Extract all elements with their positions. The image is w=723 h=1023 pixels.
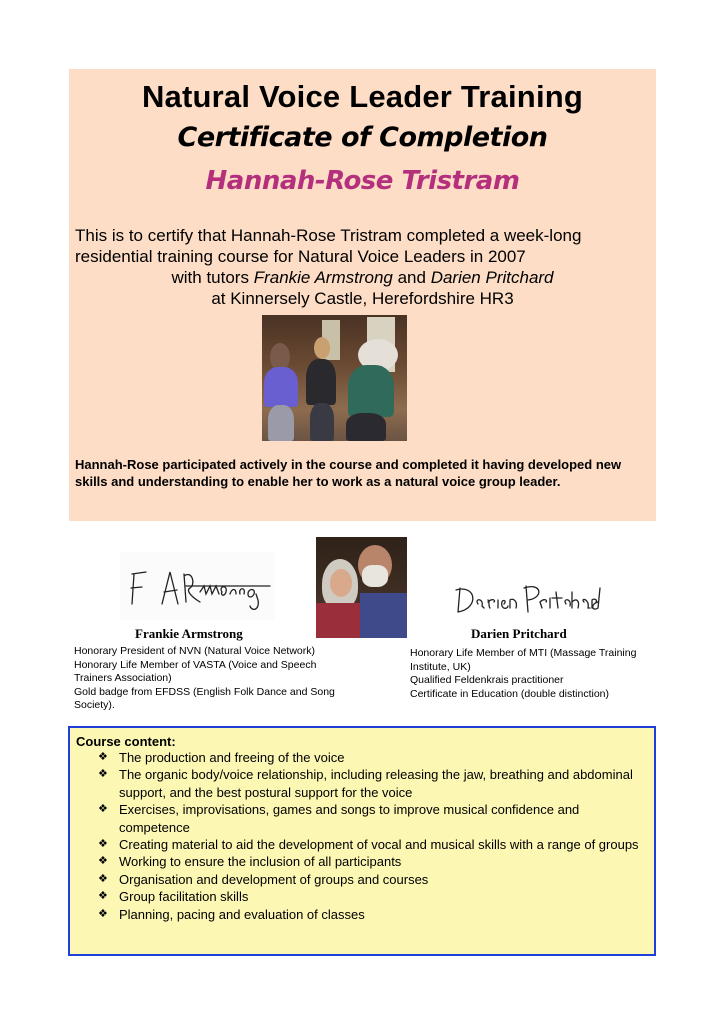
- bullet-icon: ❖: [98, 855, 108, 868]
- bullet-icon: ❖: [98, 803, 108, 816]
- tutor-left-credentials: [74, 645, 344, 713]
- recipient-name: Hannah-Rose Tristram: [205, 166, 520, 196]
- list-item: ❖ Planning, pacing and evaluation of classes: [98, 906, 365, 922]
- credential: Gold badge from EFDSS (English Folk Dance and Song Society).: [74, 685, 335, 712]
- tutor1-name: Frankie Armstrong: [253, 268, 393, 287]
- list-item: ❖ Organisation and development of groups and courses: [98, 871, 429, 887]
- tutors-line: [75, 267, 650, 288]
- tutor-right-credentials: [410, 647, 660, 701]
- credential: Honorary President of NVN (Natural Voice Network): [74, 645, 316, 657]
- certificate-title: Natural Voice Leader Training: [141, 79, 584, 114]
- list-item: ❖ Group facilitation skills: [98, 889, 249, 905]
- certificate-panel: [69, 69, 656, 521]
- credential: Honorary Life Member of VASTA (Voice and Speech Trainers Association): [74, 658, 317, 685]
- tutor-left-name: Frankie Armstrong: [135, 626, 243, 641]
- course-content-list: [70, 749, 654, 923]
- course-content-box: [68, 726, 656, 956]
- bullet-icon: ❖: [98, 838, 108, 851]
- bullet-icon: ❖: [98, 768, 108, 781]
- participation-statement: Hannah-Rose participated actively in the course and completed it having developed new skills and understanding to enable her to work as a natural voice group leader.: [75, 457, 622, 489]
- tutors-photo: [316, 537, 407, 638]
- credential: Honorary Life Member of MTI (Massage Training Institute, UK): [410, 647, 637, 673]
- bullet-icon: ❖: [98, 907, 108, 920]
- list-item: ❖ Creating material to aid the development of vocal and musical skills with a range of groups: [98, 837, 639, 853]
- statement-line: This is to certify that Hannah-Rose Tristram completed a week-long residential training course for Natural Voice Leaders in 2007: [75, 226, 582, 266]
- darien-pritchard-signature: [452, 578, 602, 618]
- tutor-right-name: Darien Pritchard: [471, 626, 567, 641]
- with-text: with tutors: [171, 268, 254, 287]
- bullet-icon: ❖: [98, 751, 108, 763]
- list-item: ❖ The production and freeing of the voice: [98, 750, 345, 765]
- group-photo: [262, 315, 407, 441]
- and-text: and: [392, 268, 431, 287]
- credential: Qualified Feldenkrais practitioner: [410, 674, 564, 687]
- course-content-heading: Course content:: [76, 734, 176, 749]
- frankie-armstrong-signature: [120, 552, 275, 620]
- certification-statement: [75, 225, 650, 309]
- tutor2-name: Darien Pritchard: [430, 268, 554, 287]
- list-item: ❖ The organic body/voice relationship, including releasing the jaw, breathing and abdominal support, and the best postural support for the voice: [98, 767, 633, 800]
- certificate-subtitle: Certificate of Completion: [177, 122, 548, 153]
- bullet-icon: ❖: [98, 872, 108, 885]
- list-item: ❖ Exercises, improvisations, games and songs to improve musical confidence and competence: [98, 802, 580, 835]
- bullet-icon: ❖: [98, 890, 108, 903]
- credential: Certificate in Education (double distinction): [410, 687, 610, 700]
- location-line: at Kinnersely Castle, Herefordshire HR3: [211, 289, 514, 308]
- list-item: ❖ Working to ensure the inclusion of all participants: [98, 854, 402, 870]
